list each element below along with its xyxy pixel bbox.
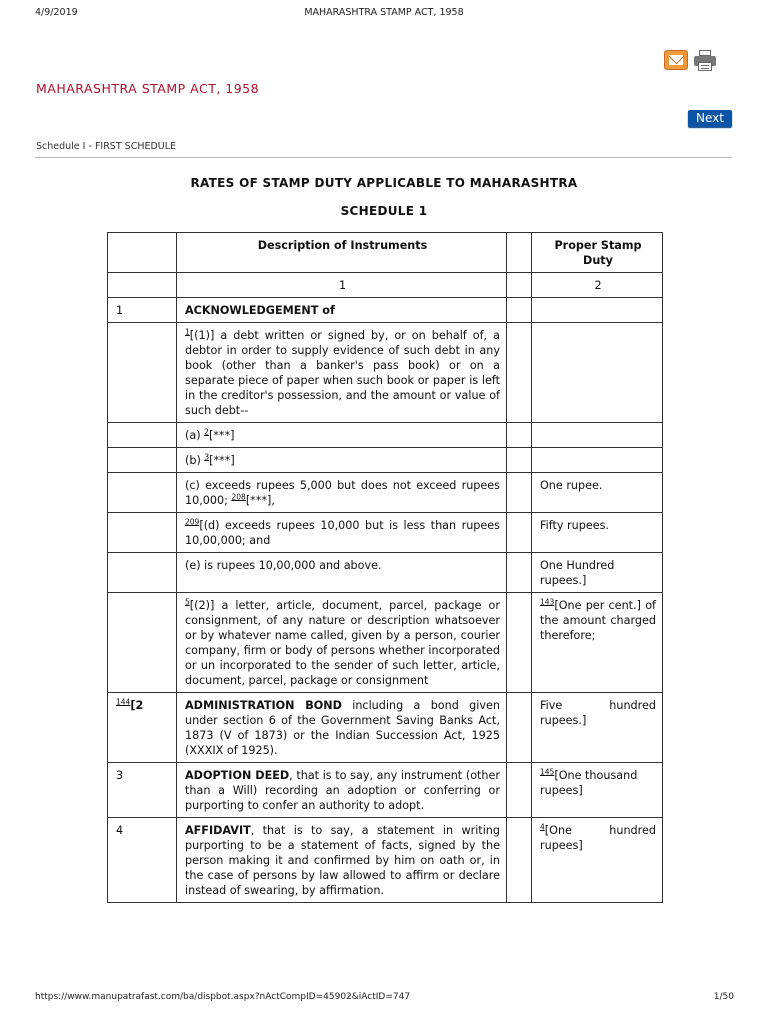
column-number: 1 [177,273,507,298]
table-cell [108,593,177,693]
table-cell [507,693,532,763]
page-url: https://www.manupatrafast.com/ba/dispbot.aspx?nActCompID=45902&iActID=747 [35,992,411,1002]
table-cell [108,473,177,513]
stamp-duty-value: $^{145}$[One thousand rupees] [532,763,663,818]
table-row [108,763,663,818]
column-header-description: Description of Instruments [177,233,507,273]
table-cell [532,298,663,323]
column-header-duty: Proper Stamp Duty [532,233,663,273]
print-header [0,7,768,21]
table-cell [532,423,663,448]
table-cell [507,818,532,903]
stamp-duty-value: $^4$[One hundred rupees] [532,818,663,903]
table-cell [507,273,532,298]
print-date: 4/9/2019 [35,7,78,18]
table-row [108,818,663,903]
table-cell [507,593,532,693]
footnote-link[interactable]: 5 [185,597,190,607]
divider [35,157,732,158]
instrument-description: ADMINISTRATION BOND including a bond given under section 6 of the Government Saving Banks Act, 1873 (V of 1873) or the Indian Succession Act, 1925 (XXXIX of 1925). [177,693,507,763]
printer-icon[interactable] [694,50,716,72]
table-cell [507,553,532,593]
instrument-description: $^{209}$[(d) exceeds rupees 10,000 but is less than rupees 10,00,000; and [177,513,507,553]
table-cell [507,513,532,553]
table-cell [507,423,532,448]
table-cell [108,553,177,593]
table-row [108,423,663,448]
table-header-row [108,233,663,273]
footnote-link[interactable]: 4 [540,822,545,832]
stamp-duty-value: One rupee. [532,473,663,513]
table-cell [507,473,532,513]
footnote-link[interactable]: 1 [185,327,190,337]
stamp-duty-value: Five hundred rupees.] [532,693,663,763]
page-title: RATES OF STAMP DUTY APPLICABLE TO MAHARASHTRA [190,176,578,190]
table-cell [507,323,532,423]
stamp-duty-value: One Hundred rupees.] [532,553,663,593]
stamp-duty-table [107,232,663,903]
article-number: 1 [108,298,177,323]
instrument-description: (e) is rupees 10,00,000 and above. [177,553,507,593]
instrument-description: (a) $^2$[***] [177,423,507,448]
table-cell [507,233,532,273]
table-row [108,323,663,423]
print-footer [0,992,768,1006]
table-cell [507,763,532,818]
instrument-description: $^5$[(2)] a letter, article, document, parcel, package or consignment, of any nature or description whatsoever or by whatever name called, given by a person, courier company, firm or body of persons whether incorporated or un incorporated to the sender of such letter, article, document, parcel, package or consignment [177,593,507,693]
column-number: 2 [532,273,663,298]
instrument-description: AFFIDAVIT, that is to say, a statement in writing purporting to be a statement of facts, signed by the person making it and confirmed by him on oath or, in the case of persons by law allowed to affirm or declare instead of swearing, by affirmation. [177,818,507,903]
footnote-link[interactable]: 2 [204,427,209,437]
footnote-link[interactable]: 145 [540,767,555,777]
table-cell [532,323,663,423]
email-icon[interactable] [664,50,688,70]
table-cell [108,513,177,553]
footnote-link[interactable]: 209 [185,517,200,527]
table-row [108,513,663,553]
instrument-description: ADOPTION DEED, that is to say, any instrument (other than a Will) recording an adoption or conferring or purporting to confer an authority to adopt. [177,763,507,818]
instrument-description: (b) $^3$[***] [177,448,507,473]
stamp-duty-value: $^{143}$[One per cent.] of the amount charged therefore; [532,593,663,693]
table-row [108,298,663,323]
table-row [108,693,663,763]
instrument-description: $^1$[(1)] a debt written or signed by, or on behalf of, a debtor in order to supply evidence of such debt in any book (other than a banker's pass book) or on a separate piece of paper when such book or paper is left in the creditor's possession, and the amount or value of such debt-- [177,323,507,423]
table-row [108,553,663,593]
page-number: 1/50 [713,992,734,1002]
table-cell [108,273,177,298]
act-title: MAHARASHTRA STAMP ACT, 1958 [36,81,260,96]
print-header-title: MAHARASHTRA STAMP ACT, 1958 [304,7,464,18]
next-button[interactable]: Next [688,110,732,127]
schedule-breadcrumb: Schedule I - FIRST SCHEDULE [36,141,177,152]
table-row [108,273,663,298]
table-cell [108,323,177,423]
table-cell [507,298,532,323]
footnote-link[interactable]: 143 [540,597,555,607]
footnote-link[interactable]: 3 [204,452,210,462]
table-row [108,593,663,693]
article-title: ACKNOWLEDGEMENT of [177,298,507,323]
stamp-duty-value: Fifty rupees. [532,513,663,553]
article-number: $^{144}$[2 [108,693,177,763]
table-row [108,448,663,473]
table-cell [532,448,663,473]
table-cell [108,448,177,473]
table-cell [108,423,177,448]
table-cell [507,448,532,473]
footnote-link[interactable]: 144 [116,697,131,707]
article-number: 3 [108,763,177,818]
article-number: 4 [108,818,177,903]
table-row [108,473,663,513]
schedule-title: SCHEDULE 1 [340,204,428,218]
table-cell [108,233,177,273]
footnote-link[interactable]: 208 [231,492,246,502]
instrument-description: (c) exceeds rupees 5,000 but does not exceed rupees 10,000; $^{208}$[***], [177,473,507,513]
